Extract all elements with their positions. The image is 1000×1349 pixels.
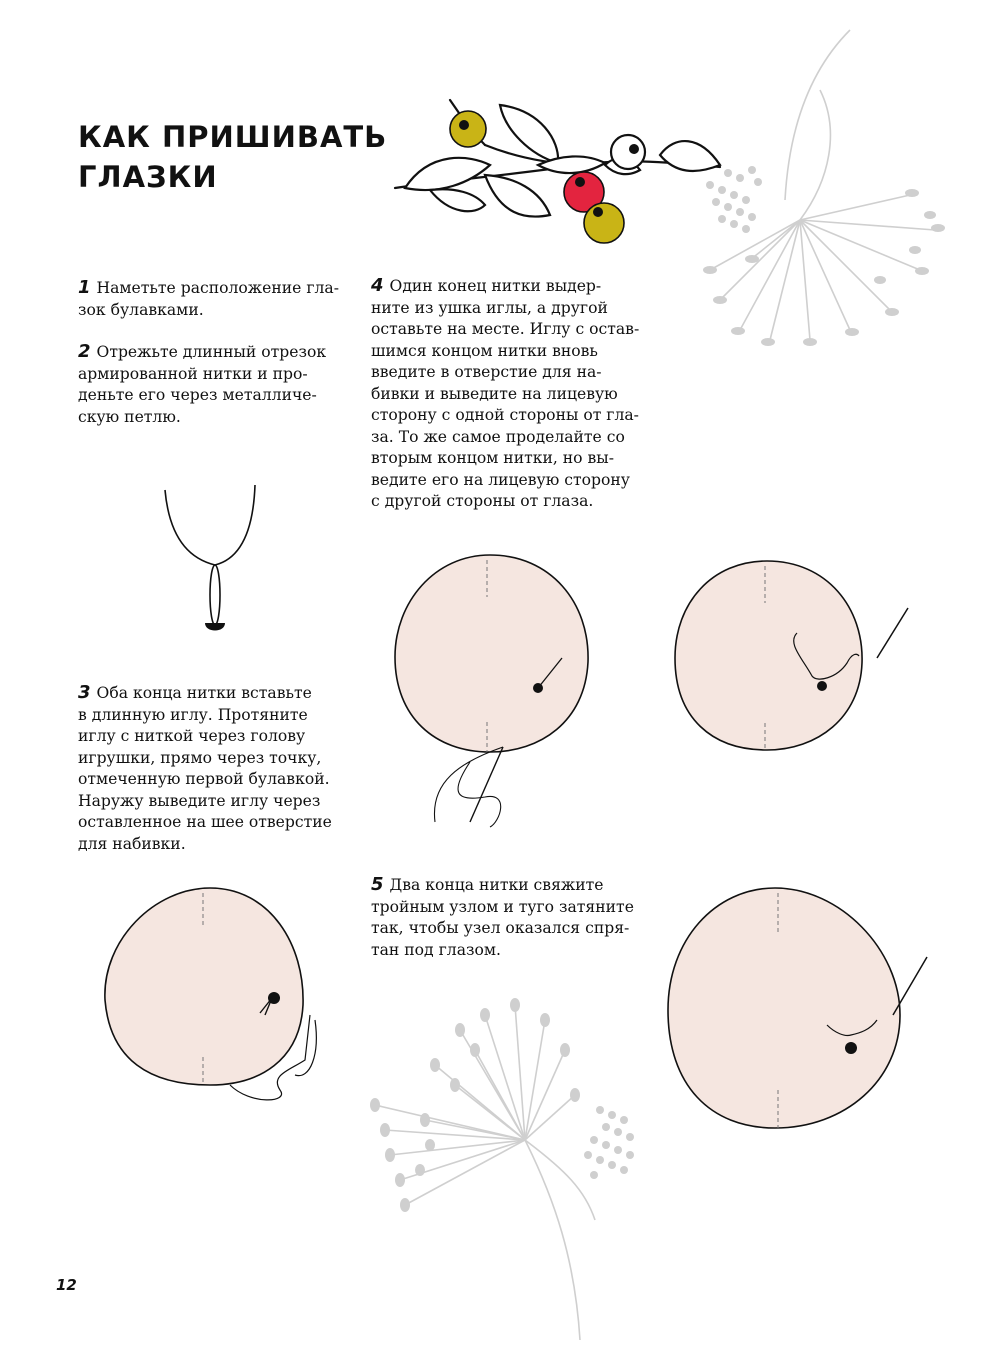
- step-3: [78, 682, 358, 855]
- page-number: 12: [56, 1276, 77, 1294]
- step-2-number: 2: [78, 341, 91, 362]
- step-4-number: 4: [371, 275, 384, 296]
- step-2: [78, 341, 358, 428]
- head-step-3: [100, 885, 330, 1115]
- head-step-5: [665, 885, 945, 1135]
- dandelion-flower-bottom: [365, 990, 655, 1340]
- page-title: [78, 117, 387, 197]
- step-1-line-2: зок булавками.: [78, 300, 204, 319]
- step-5-line-4: тан под глазом.: [371, 940, 501, 959]
- berry-white-icon: [611, 135, 645, 169]
- step-4-line-11: с другой стороны от глаза.: [371, 492, 594, 510]
- step-4-line-4: шимся концом нитки вновь: [371, 341, 598, 360]
- step-5-line-2: тройным узлом и туго затяните: [371, 897, 634, 916]
- step-2-line-3: деньте его через металличе-: [78, 386, 317, 404]
- step-3-line-5: отмеченную первой булавкой.: [78, 770, 330, 788]
- eye-bead-icon: [817, 681, 827, 691]
- berry-yellow-icon: [584, 203, 624, 243]
- head-step-4b: [672, 558, 922, 758]
- step-3-line-3: иглу с ниткой через голову: [78, 727, 306, 745]
- step-4-line-5: введите в отверстие для на-: [371, 363, 602, 381]
- step-4: [371, 275, 661, 513]
- step-3-line-7: оставленное на шее отверстие: [78, 813, 332, 831]
- step-5-line-3: так, чтобы узел оказался спря-: [371, 919, 630, 937]
- step-4-line-3: оставьте на месте. Иглу с остав-: [371, 320, 640, 338]
- step-3-line-2: в длинную иглу. Протяните: [78, 705, 308, 724]
- step-4-line-7: сторону с одной стороны от гла-: [371, 406, 639, 424]
- berry-yellow-icon: [450, 111, 486, 147]
- step-5-number: 5: [371, 874, 384, 895]
- step-4-line-6: бивки и выведите на лицевую: [371, 384, 618, 403]
- step-5-line-1: 5 Два конца нитки свяжите: [371, 874, 604, 895]
- step-4-line-1: 4 Один конец нитки выдер-: [371, 275, 602, 296]
- step-5: [371, 874, 661, 961]
- step-3-line-1: 3 Оба конца нитки вставьте: [78, 682, 312, 703]
- head-step-4a: [390, 552, 600, 832]
- step-3-number: 3: [78, 682, 91, 703]
- title-line-2: ГЛАЗКИ: [78, 160, 218, 194]
- metal-loop-illustration: [155, 485, 265, 640]
- step-1-line-1: 1 Наметьте расположение гла-: [78, 277, 339, 298]
- step-2-line-1: 2 Отрежьте длинный отрезок: [78, 341, 327, 362]
- step-4-line-2: ните из ушка иглы, а другой: [371, 298, 608, 317]
- step-4-line-10: ведите его на лицевую сторону: [371, 470, 630, 489]
- title-line-1: КАК ПРИШИВАТЬ: [78, 120, 388, 154]
- step-2-line-4: скую петлю.: [78, 407, 181, 426]
- step-3-line-6: Наружу выведите иглу через: [78, 791, 321, 810]
- step-1-number: 1: [78, 277, 91, 298]
- step-3-line-4: игрушки, прямо через точку,: [78, 748, 322, 767]
- step-4-line-8: за. То же самое проделайте со: [371, 427, 625, 446]
- step-4-line-9: вторым концом нитки, но вы-: [371, 449, 614, 467]
- step-1: [78, 277, 358, 321]
- dandelion-flower-top-right: [680, 30, 980, 370]
- eye-bead-icon: [845, 1042, 857, 1054]
- step-3-line-8: для набивки.: [78, 834, 186, 853]
- step-2-line-2: армированной нитки и про-: [78, 364, 308, 383]
